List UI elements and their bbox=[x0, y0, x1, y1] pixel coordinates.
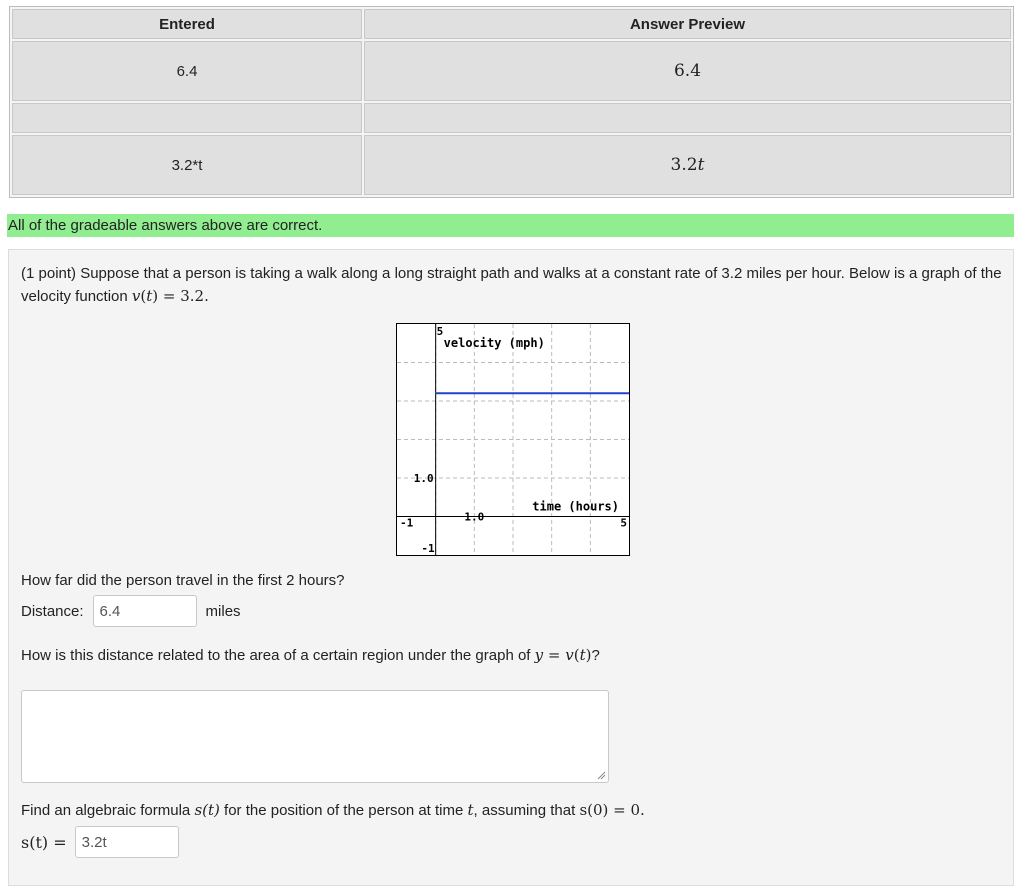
table-row bbox=[12, 41, 1011, 101]
y-neg-label: -1 bbox=[421, 542, 435, 555]
question-distance: How far did the person travel in the first 2 hours? bbox=[21, 572, 345, 589]
distance-label: Distance: bbox=[21, 602, 84, 620]
intro-math: v(t) = 3.2. bbox=[131, 287, 209, 305]
formula-label: s(t) = bbox=[21, 832, 67, 852]
x-right-label: 5 bbox=[620, 516, 627, 530]
y-top-label: 5 bbox=[436, 325, 444, 338]
header-answer-preview: Answer Preview bbox=[364, 9, 1011, 39]
area-answer-textarea[interactable] bbox=[21, 690, 609, 783]
entered-cell bbox=[12, 103, 362, 133]
x-axis-label: time (hours) bbox=[532, 499, 619, 514]
formula-input[interactable]: 3.2t bbox=[75, 826, 179, 858]
x-tick-label: 1.0 bbox=[464, 510, 485, 524]
preview-var: t bbox=[697, 155, 705, 175]
x-neg-label: -1 bbox=[400, 516, 414, 530]
intro-text: (1 point) Suppose that a person is taking a walk along a long straight path and walks at a constant rate of 3.2 miles per hour. Below is a graph of the velocity function bbox=[21, 265, 1002, 305]
header-entered: Entered bbox=[12, 9, 362, 39]
table-row bbox=[12, 135, 1011, 195]
resize-grip-icon[interactable] bbox=[596, 770, 606, 780]
table-row bbox=[12, 103, 1011, 133]
distance-units: miles bbox=[205, 602, 241, 620]
problem-intro bbox=[21, 262, 1006, 308]
entered-cell: 3.2*t bbox=[12, 135, 362, 195]
y-axis-label: velocity (mph) bbox=[443, 336, 545, 350]
distance-input[interactable]: 6.4 bbox=[93, 595, 197, 627]
preview-cell bbox=[364, 103, 1011, 133]
preview-cell: 6.4 bbox=[364, 41, 1011, 101]
problem-panel bbox=[8, 249, 1014, 886]
graph-svg bbox=[397, 324, 629, 555]
question-area: How is this distance related to the area of a certain region under the graph of y = v(t)? bbox=[21, 646, 600, 664]
preview-cell bbox=[364, 135, 1011, 195]
results-table bbox=[9, 6, 1014, 198]
entered-cell: 6.4 bbox=[12, 41, 362, 101]
question-formula: Find an algebraic formula s(t) for the position of the person at time t, assuming that s(0) = 0. bbox=[21, 801, 645, 819]
velocity-graph bbox=[396, 323, 630, 556]
graph-grid bbox=[397, 324, 629, 555]
y-tick-label: 1.0 bbox=[413, 472, 434, 485]
correct-banner: All of the gradeable answers above are correct. bbox=[7, 214, 1014, 237]
preview-coef: 3.2 bbox=[670, 155, 698, 175]
formula-row bbox=[21, 825, 179, 859]
distance-row bbox=[21, 594, 241, 628]
